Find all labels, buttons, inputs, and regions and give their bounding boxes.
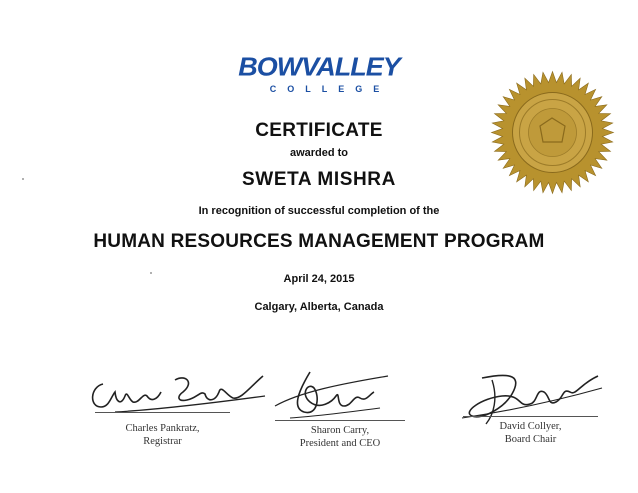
signatory-3-caption <box>463 420 598 446</box>
signature-line <box>275 420 405 421</box>
recipient-name: SWETA MISHRA <box>242 169 396 190</box>
signatory-3-role: Board Chair <box>504 434 557 445</box>
signatory-1-name: Charles Pankratz, <box>125 423 200 434</box>
registrar-signature-icon <box>85 362 275 424</box>
signatory-2-name: Sharon Carry, <box>310 425 370 436</box>
recognition-text: In recognition of successful completion of the <box>198 205 440 217</box>
president-signature-icon <box>270 362 410 432</box>
college-logo-wordmark: BOWVALLEY <box>238 52 400 82</box>
signatory-2-caption <box>275 424 405 450</box>
signature-line <box>463 416 598 417</box>
award-location: Calgary, Alberta, Canada <box>254 301 384 313</box>
signatory-2-role: President and CEO <box>299 438 381 449</box>
program-name: HUMAN RESOURCES MANAGEMENT PROGRAM <box>93 231 545 252</box>
signatory-1-role: Registrar <box>143 436 182 447</box>
certificate-title: CERTIFICATE <box>255 120 383 141</box>
signatory-3-name: David Collyer, <box>499 421 562 432</box>
college-logo-subtitle: COLLEGE <box>269 84 391 94</box>
awarded-to-label: awarded to <box>289 147 349 159</box>
signature-line <box>95 412 230 413</box>
signatory-1-caption <box>95 422 230 448</box>
award-date: April 24, 2015 <box>283 273 355 285</box>
